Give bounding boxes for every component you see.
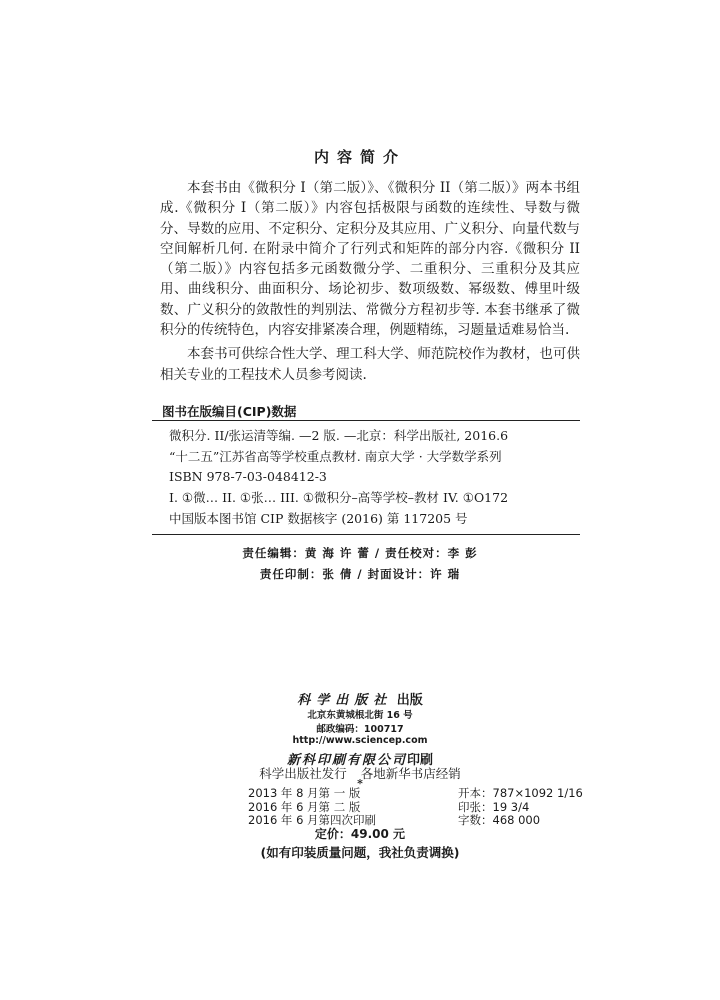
credits-production: 责任印制：张 倩 / 封面设计：许 瑞 — [259, 567, 461, 581]
publisher-logo-text: 科学出版社 — [297, 693, 393, 708]
summary-line: 积分、场论初步、数项级数、幂级数、傅里叶级数、广义积分的敛散性的判 — [160, 281, 581, 318]
summary-line: 几何. 在附录中简介了行列式和矩阵的部分内容.《微积分 II（第二版）》 — [160, 240, 580, 278]
summary-line: 成.《微积分 I（第二版）》内容包括极限与函数的连续性、导数与微分、 — [160, 200, 580, 237]
publisher-address: 北京东黄城根北街 16 号 — [307, 710, 413, 721]
publisher-suffix: 出版 — [396, 693, 423, 708]
edition-table — [248, 787, 583, 828]
cip-bottom-rule — [152, 534, 580, 535]
cip-line: 中国版本图书馆 CIP 数据核字 (2016) 第 117205 号 — [169, 510, 468, 526]
cip-line: I. ①微… II. ①张… III. ①微积分–高等学校–教材 IV. ①O172 — [169, 490, 509, 506]
summary-paragraph-1 — [160, 178, 580, 340]
summary-title: 内容简介 — [313, 148, 406, 166]
summary-line: 合理，例题精练，习题量适难易恰当. — [349, 322, 570, 339]
edition-date: 2016 年 6 月第 二 版 — [248, 799, 361, 814]
edition-date: 2016 年 6 月第四次印刷 — [248, 813, 377, 828]
cip-body — [152, 421, 580, 534]
edition-spec: 印张：19 3/4 — [458, 799, 530, 814]
publisher-line — [0, 689, 720, 708]
publisher-website: http://www.sciencep.com — [292, 735, 428, 746]
edition-row — [248, 787, 583, 801]
edition-spec: 字数：468 000 — [458, 813, 541, 828]
summary-line: 本套书由《微积分 I（第二版）》、《微积分 II（第二版）》两本书组 — [187, 180, 580, 196]
printer-suffix: 印刷 — [407, 753, 434, 768]
summary-line: 别法、常微分方程初步等. 本套书继承了微积分的传统特色，内容安排紧凑 — [160, 301, 580, 339]
cip-line: “十二五”江苏省高等学校重点教材. 南京大学 · 大学数学系列 — [169, 448, 502, 464]
edition-spec: 开本：787×1092 1/16 — [458, 786, 583, 800]
summary-paragraph-2 — [160, 344, 580, 385]
cip-line: ISBN 978-7-03-048412-3 — [169, 469, 327, 485]
price: 定价：49.00 元 — [314, 827, 406, 841]
summary-line: 专业的工程技术人员参考阅读. — [187, 366, 367, 383]
summary-line: 导数的应用、不定积分、定积分及其应用、广义积分、向量代数与空间解析 — [160, 220, 581, 257]
edition-date: 2013 年 8 月第 一 版 — [248, 786, 361, 800]
summary-line: 本套书可供综合性大学、理工科大学、师范院校作为教材，也可供相关 — [160, 346, 580, 383]
cip-block — [152, 404, 580, 535]
distributor: 科学出版社发行 — [259, 766, 347, 781]
cip-heading: 图书在版编目(CIP)数据 — [162, 404, 297, 419]
summary-line: 内容包括多元函数微分学、二重积分、三重积分及其应用、曲线积分、曲面 — [160, 261, 580, 298]
summary-text — [160, 178, 580, 385]
quality-note: (如有印装质量问题，我社负责调换) — [260, 845, 460, 860]
separator-star: * — [357, 777, 363, 790]
cip-line: 微积分. II/张运清等编. —2 版. —北京：科学出版社, 2016.6 — [169, 428, 509, 443]
sellers: 各地新华书店经销 — [360, 766, 461, 781]
printer-logo-text: 新科印刷有限公司 — [286, 753, 407, 768]
edition-row — [248, 801, 583, 815]
publisher-postcode: 邮政编码：100717 — [316, 724, 404, 735]
credits-editors: 责任编辑：黄 海 许 蕾 / 责任校对：李 彭 — [242, 546, 478, 560]
